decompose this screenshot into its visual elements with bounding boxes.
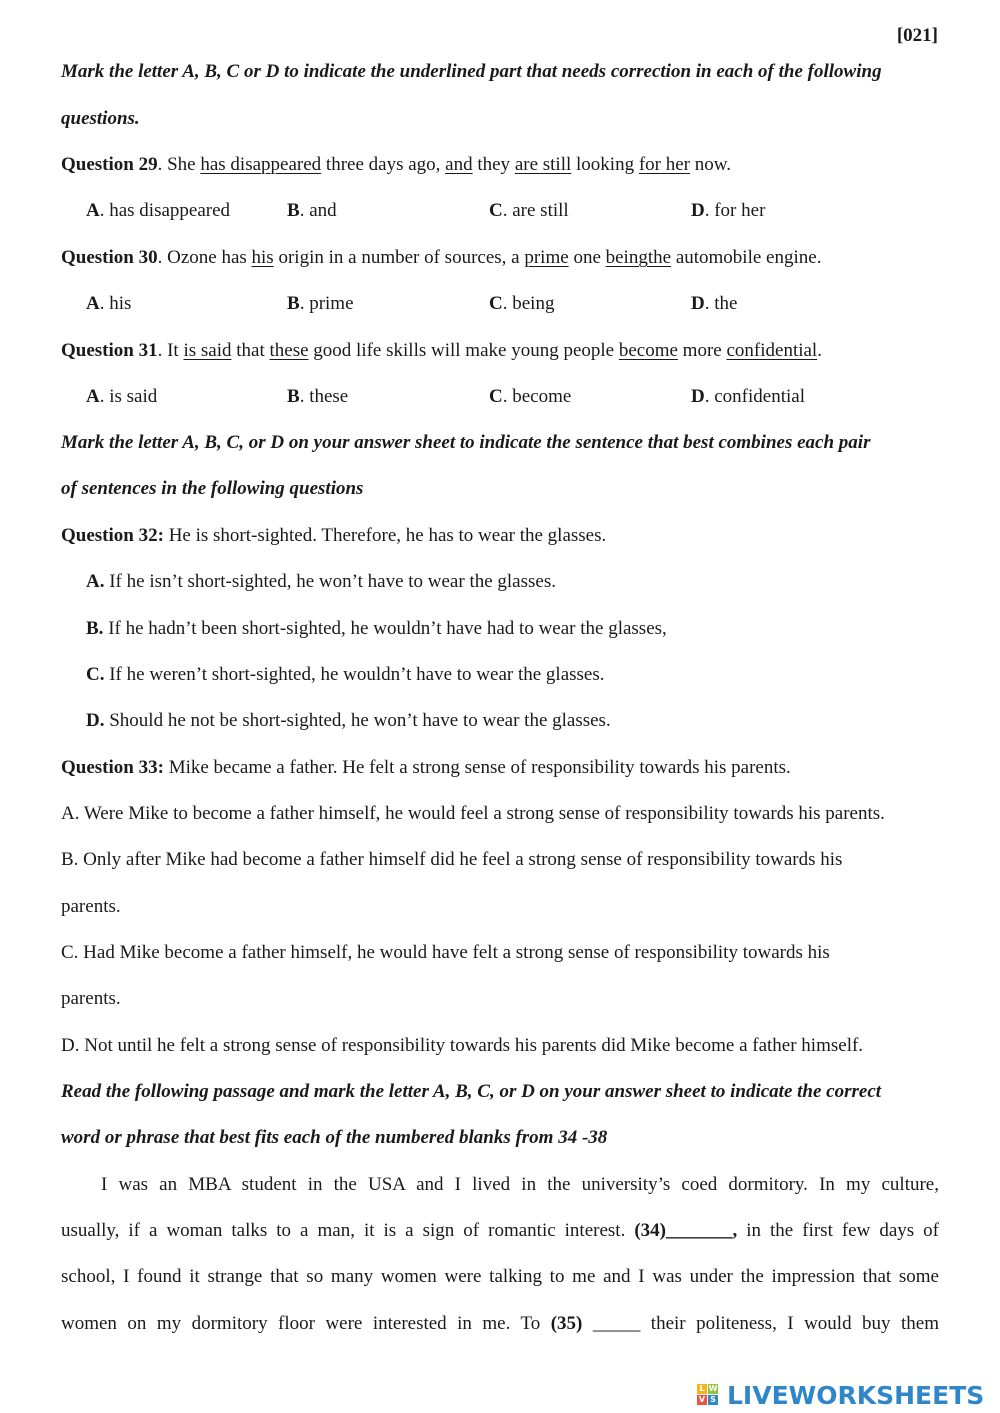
q29-option-c[interactable] bbox=[489, 199, 569, 223]
question-32 bbox=[61, 524, 606, 548]
q30-underline-c: beingthe bbox=[605, 247, 672, 268]
q32-option-c[interactable] bbox=[86, 663, 605, 687]
question-29-label: Question 29 bbox=[61, 154, 158, 175]
q33-option-d[interactable]: D. Not until he felt a strong sense of responsibility towards his parents did Mike become a father himself. bbox=[61, 1035, 864, 1056]
option-text: If he weren’t short-sighted, he wouldn’t have to wear the glasses. bbox=[104, 664, 605, 685]
q30-option-c[interactable] bbox=[489, 292, 554, 316]
q29-option-b[interactable] bbox=[287, 199, 337, 223]
option-letter: C bbox=[489, 293, 503, 314]
q29-underline-b: and bbox=[445, 154, 473, 175]
q29-underline-d: for her bbox=[638, 154, 690, 175]
option-letter: D bbox=[691, 293, 705, 314]
q33-option-a[interactable]: A. Were Mike to become a father himself, he would feel a strong sense of responsibility towards his parents. bbox=[61, 803, 885, 824]
option-text: If he hadn’t been short-sighted, he wouldn’t have had to wear the glasses, bbox=[103, 618, 667, 639]
option-text: Should he not be short-sighted, he won’t have to wear the glasses. bbox=[104, 710, 611, 731]
option-letter: A bbox=[86, 386, 100, 407]
q31-text: more bbox=[677, 340, 727, 361]
option-text: . prime bbox=[299, 293, 354, 314]
q30-underline-a: his bbox=[251, 247, 274, 268]
option-letter: A bbox=[86, 293, 100, 314]
q31-option-a[interactable] bbox=[86, 385, 157, 409]
passage-line-3: school, I found it strange that so many women were talking to me and I was under the impression that some bbox=[61, 1266, 939, 1287]
q29-text: they bbox=[472, 154, 515, 175]
option-letter: C bbox=[489, 386, 503, 407]
q29-underline-a: has disappeared bbox=[200, 154, 322, 175]
option-text: . become bbox=[502, 386, 572, 407]
q29-text: now. bbox=[690, 154, 731, 175]
q30-text: one bbox=[568, 247, 606, 268]
option-letter: B bbox=[287, 386, 300, 407]
q31-option-d[interactable] bbox=[691, 385, 805, 409]
q31-text: that bbox=[231, 340, 270, 361]
question-30 bbox=[61, 246, 821, 270]
q31-text: good life skills will make young people bbox=[308, 340, 619, 361]
option-text: If he isn’t short-sighted, he won’t have to wear the glasses. bbox=[104, 571, 556, 592]
q29-text: looking bbox=[571, 154, 639, 175]
logo-mark-letter: W bbox=[708, 1384, 718, 1393]
q29-option-a[interactable] bbox=[86, 199, 230, 223]
q31-underline-a: is said bbox=[183, 340, 232, 361]
q32-option-b[interactable] bbox=[86, 617, 667, 641]
question-31-label: Question 31 bbox=[61, 340, 158, 361]
option-text: . is said bbox=[99, 386, 158, 407]
q31-option-c[interactable] bbox=[489, 385, 571, 409]
question-32-label: Question 32: bbox=[61, 525, 164, 546]
logo-mark-letter: S bbox=[708, 1395, 718, 1405]
passage-line-1: I was an MBA student in the USA and I lived in the university’s coed dormitory. In my culture, bbox=[101, 1174, 939, 1195]
q31-underline-b: these bbox=[269, 340, 309, 361]
passage-text: _____ their politeness, I would buy them bbox=[582, 1313, 939, 1334]
section2-instruction-line1: Mark the letter A, B, C, or D on your answer sheet to indicate the sentence that best combines each pair bbox=[61, 432, 871, 453]
passage-line-4 bbox=[61, 1312, 939, 1336]
option-text: . confidential bbox=[704, 386, 805, 407]
option-letter: C bbox=[489, 200, 503, 221]
liveworksheets-logo bbox=[697, 1380, 984, 1410]
q30-option-a[interactable] bbox=[86, 292, 131, 316]
q30-option-b[interactable] bbox=[287, 292, 354, 316]
question-29 bbox=[61, 153, 731, 177]
q33-option-c-cont[interactable]: parents. bbox=[61, 988, 121, 1009]
section3-instruction-line2: word or phrase that best fits each of the numbered blanks from 34 -38 bbox=[61, 1127, 608, 1148]
blank-34[interactable]: (34)_______, bbox=[634, 1220, 738, 1241]
option-text: . and bbox=[299, 200, 337, 221]
logo-mark-letter: V bbox=[698, 1395, 706, 1404]
section1-instruction-line2: questions. bbox=[61, 108, 140, 129]
q30-option-d[interactable] bbox=[691, 292, 737, 316]
option-text: . for her bbox=[704, 200, 766, 221]
option-letter: A bbox=[86, 200, 100, 221]
option-text: . his bbox=[99, 293, 132, 314]
q29-text: . She bbox=[157, 154, 201, 175]
q31-underline-c: become bbox=[618, 340, 678, 361]
option-text: . being bbox=[502, 293, 555, 314]
question-32-text: He is short-sighted. Therefore, he has to wear the glasses. bbox=[163, 525, 607, 546]
liveworksheets-logo-text: LIVEWORKSHEETS bbox=[727, 1380, 985, 1410]
q31-text: . It bbox=[157, 340, 184, 361]
q31-underline-d: confidential bbox=[726, 340, 818, 361]
passage-line-2 bbox=[61, 1219, 939, 1243]
passage-text: usually, if a woman talks to a man, it is a sign of romantic interest. bbox=[61, 1220, 635, 1241]
option-text: . the bbox=[704, 293, 738, 314]
q33-option-c[interactable]: C. Had Mike become a father himself, he would have felt a strong sense of responsibility towards his bbox=[61, 942, 830, 963]
question-33 bbox=[61, 756, 791, 780]
q30-underline-b: prime bbox=[524, 247, 569, 268]
q32-option-d[interactable] bbox=[86, 709, 611, 733]
option-letter: B bbox=[287, 200, 300, 221]
q33-option-b[interactable]: B. Only after Mike had become a father himself did he feel a strong sense of responsibility towards his bbox=[61, 849, 843, 870]
q29-underline-c: are still bbox=[514, 154, 572, 175]
option-letter: C. bbox=[86, 664, 105, 685]
q31-option-b[interactable] bbox=[287, 385, 348, 409]
q29-option-d[interactable] bbox=[691, 199, 765, 223]
question-33-text: Mike became a father. He felt a strong sense of responsibility towards his parents. bbox=[163, 757, 791, 778]
option-letter: D bbox=[691, 386, 705, 407]
option-letter: A. bbox=[86, 571, 105, 592]
q31-text: . bbox=[817, 340, 822, 361]
q30-text: . Ozone has bbox=[157, 247, 252, 268]
section3-instruction-line1: Read the following passage and mark the letter A, B, C, or D on your answer sheet to indicate the correct bbox=[61, 1081, 882, 1102]
q32-option-a[interactable] bbox=[86, 570, 556, 594]
page-code: [021] bbox=[896, 25, 938, 46]
q30-text: automobile engine. bbox=[671, 247, 822, 268]
question-31 bbox=[61, 339, 822, 363]
option-text: . these bbox=[299, 386, 349, 407]
blank-35[interactable]: (35) bbox=[550, 1313, 583, 1334]
option-text: . are still bbox=[502, 200, 569, 221]
question-33-label: Question 33: bbox=[61, 757, 164, 778]
section2-instruction-line2: of sentences in the following questions bbox=[61, 478, 364, 499]
logo-mark-letter: L bbox=[697, 1384, 707, 1394]
passage-text: women on my dormitory floor were interested in me. To bbox=[61, 1313, 551, 1334]
question-30-label: Question 30 bbox=[61, 247, 158, 268]
option-letter: B bbox=[287, 293, 300, 314]
q33-option-b-cont[interactable]: parents. bbox=[61, 896, 121, 917]
option-letter: D. bbox=[86, 710, 105, 731]
liveworksheets-logo-icon bbox=[697, 1382, 723, 1408]
section1-instruction-line1: Mark the letter A, B, C or D to indicate the underlined part that needs correction in each of the following bbox=[61, 61, 882, 82]
option-letter: D bbox=[691, 200, 705, 221]
q29-text: three days ago, bbox=[321, 154, 446, 175]
option-text: . has disappeared bbox=[99, 200, 231, 221]
passage-text: in the first few days of bbox=[737, 1220, 939, 1241]
q30-text: origin in a number of sources, a bbox=[273, 247, 525, 268]
option-letter: B. bbox=[86, 618, 104, 639]
